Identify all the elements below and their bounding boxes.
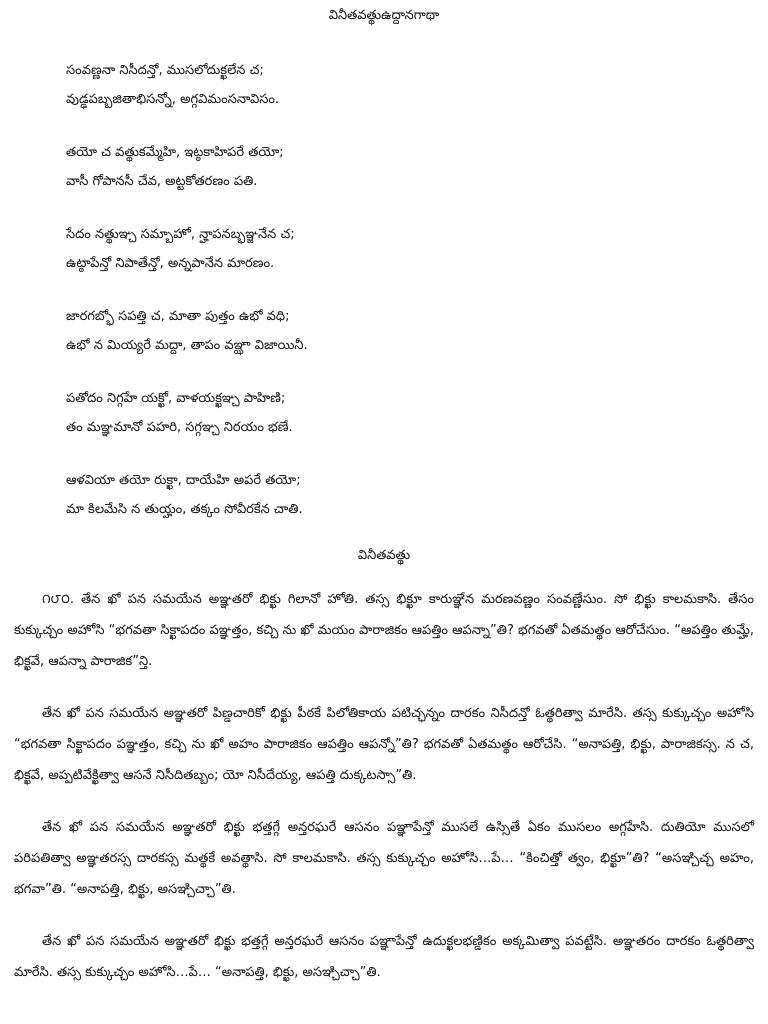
verse-line: తయో చ వత్థుకమ్మేహి, ఇట్ఠకాహిపరే తయో; xyxy=(66,145,284,160)
verse-stanza xyxy=(66,302,754,360)
verse-stanza xyxy=(66,384,754,442)
verse-line: సంవణ్ణనా నిసీదన్తో, ముసలోదుక్ఖలేన చ; xyxy=(66,63,264,78)
verse-stanza xyxy=(66,466,754,524)
prose-paragraph: తేన ఖో పన సమయేన అఞ్ఞతరో భిక్ఖు భత్తగ్గే అన్తరఘరే ఆసనం పఞ్ఞాపేన్తో ముసలే ఉస్సితే ఏకం ముసలం అగ్గహేసి. దుతియో ముసలో పరిపతిత్వా అఞ్ఞతరస్స దారకస్స మత్థకే అవత్థాసి. సో కాలమకాసి. తస్స కుక్కుచ్చం అహోసి…పే… “కించిత్తో త్వం, భిక్ఖూ”తి? “అసఞ్చిచ్చ అహం, భగవా”తి. “అనాపత్తి, భిక్ఖు, అసఞ్చిచ్చా”తి. xyxy=(14,820,754,897)
verse-line: జారగబ్భో సపత్తి చ, మాతా పుత్తం ఉభో వధి; xyxy=(66,309,290,324)
verse-line: సేదం నత్థుఞ్చ సమ్బాహో, న్హాపనబ్భఞ్జనేన చ; xyxy=(66,227,295,242)
section-heading: వినీతవత్థు xyxy=(357,548,411,563)
verse-stanza xyxy=(66,138,754,196)
verse-line: ఉభో న మియ్యరే మద్దా, తాపం వఞ్ఝా విజాయినీ. xyxy=(66,338,308,353)
prose-paragraph: తేన ఖో పన సమయేన అఞ్ఞతరో భిక్ఖు భత్తగ్గే అన్తరఘరే ఆసనం పఞ్ఞాపేన్తో ఉదుక్ఖలభణ్డికం అక్కమిత్వా పవట్టేసి. అఞ్ఞతరం దారకం ఓత్థరిత్వా మారేసి. తస్స కుక్కుచ్చం అహోసి…పే… “అనాపత్తి, భిక్ఖు, అసఞ్చిచ్చా”తి. xyxy=(14,934,754,980)
verse-line: మా కిలమేసి న తుయ్హం, తక్కం సోవీరకేన చాతి. xyxy=(66,502,303,517)
prose-paragraph: ౧౮౦. తేన ఖో పన సమయేన అఞ్ఞతరో భిక్ఖు గిలానో హోతి. తస్స భిక్ఖూ కారుఞ్ఞేన మరణవణ్ణం సంవణ్ణేసుం. సో భిక్ఖు కాలమకాసి. తేసం కుక్కుచ్చం అహోసి “భగవతా సిక్ఖాపదం పఞ్ఞత్తం, కచ్చి ను ఖో మయం పారాజికం ఆపత్తిం ఆపన్నా”తి? భగవతో ఏతమత్థం ఆరోచేసుం. “ఆపత్తిం తుమ్హే, భిక్ఖవే, ఆపన్నా పారాజిక”న్తి. xyxy=(14,592,754,669)
prose-paragraph: తేన ఖో పన సమయేన అఞ్ఞతరో పిణ్డచారికో భిక్ఖు పీఠకే పిలోతికాయ పటిచ్ఛన్నం దారకం నిసీదన్తో ఓత్థరిత్వా మారేసి. తస్స కుక్కుచ్చం అహోసి “భగవతా సిక్ఖాపదం పఞ్ఞత్తం, కచ్చి ను ఖో అహం పారాజికం ఆపత్తిం ఆపన్నో”తి? భగవతో ఏతమత్థం ఆరోచేసి. “అనాపత్తి, భిక్ఖు, పారాజికస్స. న చ, భిక్ఖవే, అప్పటివేక్ఖిత్వా ఆసనే నిసీదితబ్బం; యో నిసీదేయ్య, ఆపత్తి దుక్కటస్సా”తి. xyxy=(14,706,754,783)
verse-line: వుడ్ఢపబ్బజితాభిసన్నో, అగ్గవిమంసనావిసం. xyxy=(66,92,280,107)
verse-line: ఆళవియా తయో రుక్ఖా, దాయేహి అపరే తయో; xyxy=(66,473,301,488)
verse-line: ఉట్ఠాపేన్తో నిపాతేన్తో, అన్నపానేన మారణం. xyxy=(66,256,275,271)
verse-line: తం మఞ్ఞమానో పహరి, సగ్గఞ్చ నిరయం భణే. xyxy=(66,420,293,435)
verse-line: పతోదం నిగ్గహే యక్ఖో, వాళయక్ఖఞ్చ పాహిణి; xyxy=(66,391,286,406)
verse-stanza xyxy=(66,56,754,114)
prose-section xyxy=(14,584,754,988)
verse-line: వాసీ గోపానసీ చేవ, అట్టకోతరణం పతి. xyxy=(66,174,258,189)
verse-stanza xyxy=(66,220,754,278)
verse-section xyxy=(14,56,754,524)
page-title: వినీతవత్థుఉద్దానగాథా xyxy=(328,8,440,23)
